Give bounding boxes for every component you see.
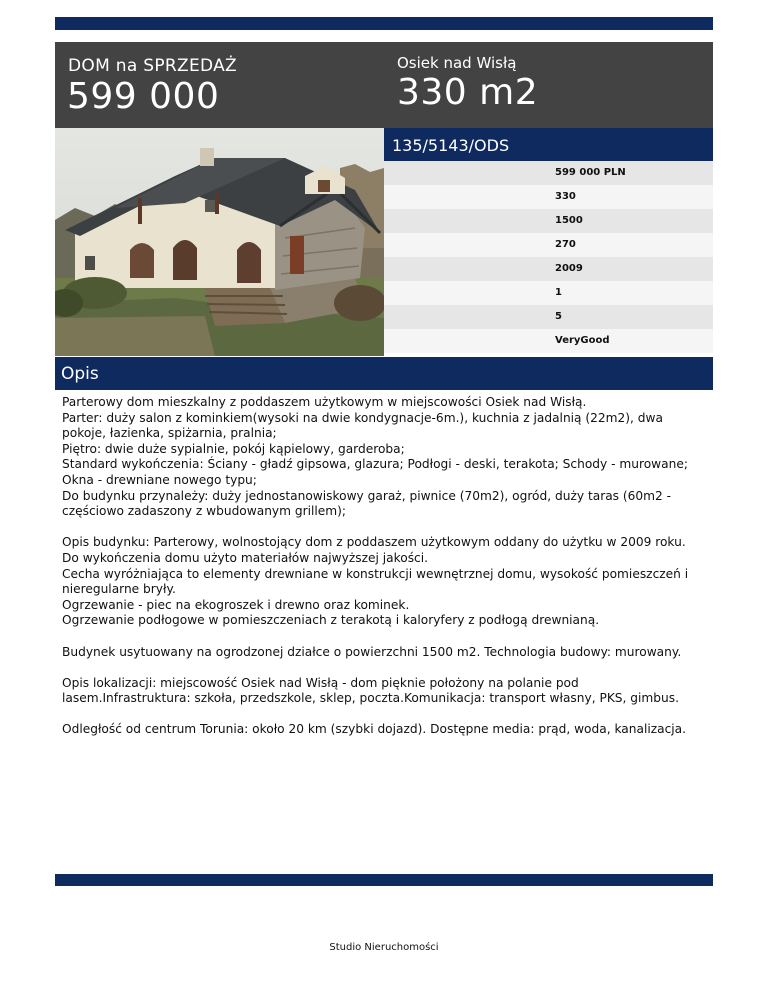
section-header (55, 357, 713, 390)
description (62, 395, 707, 754)
spec-price: 599 000 PLN (384, 161, 713, 185)
description-paragraph: Opis lokalizacji: miejscowość Osiek nad Wisłą - dom pięknie położony na polanie pod lasem.Infrastruktura: szkoła, przedszkole, sklep, poczta.Komunikacja: transport własny, PKS, gimbus. (62, 675, 679, 706)
top-accent-bar (55, 17, 713, 30)
spec-table (384, 161, 713, 353)
spec-area: 330 (384, 185, 713, 209)
description-paragraph: Budynek usytuowany na ogrodzonej działce o powierzchni 1500 m2. Technologia budowy: murowany. (62, 644, 682, 659)
area-headline: 330 m2 (397, 72, 539, 113)
property-type: DOM na SPRZEDAŻ (68, 56, 237, 76)
spec-floors: 1 (384, 281, 713, 305)
spec-condition: VeryGood (384, 329, 713, 353)
location: Osiek nad Wisłą (397, 54, 517, 72)
spec-usable-area: 270 (384, 233, 713, 257)
reference-bar (384, 128, 713, 161)
price-headline: 599 000 (67, 76, 220, 117)
footer-agency: Studio Nieruchomości (329, 942, 439, 953)
spec-year-built: 2009 (384, 257, 713, 281)
description-paragraph: Parterowy dom mieszkalny z poddaszem użytkowym w miejscowości Osiek nad Wisłą. Parter: duży salon z kominkiem(wysoki na dwie kondygnacje-6m.), kuchnia z jadalnią (22m2), dwa pokoje, łazienka, spiżarnia, pralnia; Piętro: dwie duże sypialnie, pokój kąpielowy, garderoba; Standard wykończenia: Ściany - gładź gipsowa, glazura; Podłogi - deski, terakota; Schody - murowane; Okna - drewniane nowego typu; Do budynku przynależy: duży jednostanowiskowy garaż, piwnice (70m2), ogród, duży taras (60m2 - częściowo zadaszony z wbudowanym grillem); (62, 395, 688, 519)
description-paragraph: Opis budynku: Parterowy, wolnostojący dom z poddaszem użytkowym oddany do użytku w 2009 roku. Do wykończenia domu użyto materiałów najwyższej jakości. Cecha wyróżniająca to elementy drewniane w konstrukcji wewnętrznej domu, wysokość pomieszczeń i nieregularne bryły. Ogrzewanie - piec na ekogroszek i drewno oraz kominek. Ogrzewanie podłogowe w pomieszczeniach z terakotą i kaloryfery z podłogą drewnianą. (62, 535, 689, 628)
listing-header (55, 42, 713, 128)
spec-rooms: 5 (384, 305, 713, 329)
bottom-accent-bar (55, 874, 713, 886)
spec-plot-area: 1500 (384, 209, 713, 233)
reference-number: 135/5143/ODS (392, 136, 510, 155)
description-paragraph: Odległość od centrum Torunia: około 20 km (szybki dojazd). Dostępne media: prąd, woda, kanalizacja. (62, 722, 687, 737)
property-photo (55, 128, 384, 356)
section-title: Opis (61, 364, 99, 384)
